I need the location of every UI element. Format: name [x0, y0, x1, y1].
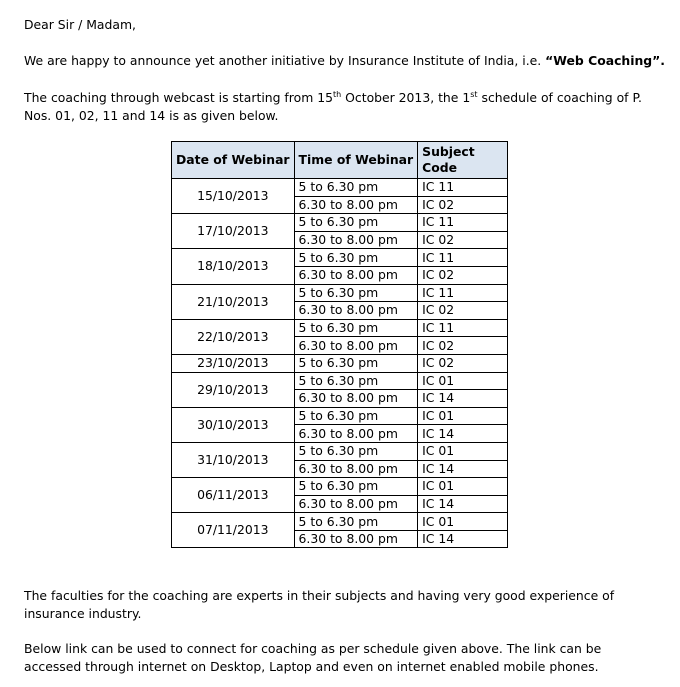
announcement-text: We are happy to announce yet another initiative by Insurance Institute of India, i.e.: [24, 53, 546, 68]
webinar-time: 6.30 to 8.00 pm: [294, 390, 418, 408]
subject-code: IC 01: [418, 407, 508, 425]
webinar-time: 5 to 6.30 pm: [294, 249, 418, 267]
subject-code: IC 11: [418, 284, 508, 302]
header-time: Time of Webinar: [294, 142, 418, 179]
webinar-time: 5 to 6.30 pm: [294, 354, 418, 372]
webinar-date: 30/10/2013: [172, 407, 295, 442]
intro-sup-2: st: [470, 89, 478, 99]
table-row: [172, 478, 508, 496]
intro-text-1: The coaching through webcast is starting from 15: [24, 90, 333, 105]
table-row: [172, 179, 508, 197]
webinar-time: 5 to 6.30 pm: [294, 284, 418, 302]
subject-code: IC 14: [418, 495, 508, 513]
webinar-date: 15/10/2013: [172, 179, 295, 214]
webinar-time: 5 to 6.30 pm: [294, 319, 418, 337]
subject-code: IC 01: [418, 372, 508, 390]
table-row: [172, 319, 508, 337]
subject-code: IC 11: [418, 319, 508, 337]
webinar-time: 6.30 to 8.00 pm: [294, 460, 418, 478]
webinar-date: 29/10/2013: [172, 372, 295, 407]
header-subject-code: Subject Code: [418, 142, 508, 179]
table-row: [172, 354, 508, 372]
webinar-date: 22/10/2013: [172, 319, 295, 354]
greeting: Dear Sir / Madam,: [24, 17, 136, 32]
webinar-time: 6.30 to 8.00 pm: [294, 495, 418, 513]
subject-code: IC 02: [418, 266, 508, 284]
subject-code: IC 02: [418, 354, 508, 372]
webinar-date: 18/10/2013: [172, 249, 295, 284]
table-row: [172, 284, 508, 302]
table-row: [172, 407, 508, 425]
webinar-time: 6.30 to 8.00 pm: [294, 231, 418, 249]
webinar-time: 5 to 6.30 pm: [294, 442, 418, 460]
subject-code: IC 11: [418, 249, 508, 267]
webinar-time: 5 to 6.30 pm: [294, 179, 418, 197]
table-row: [172, 372, 508, 390]
subject-code: IC 14: [418, 460, 508, 478]
webinar-time: 6.30 to 8.00 pm: [294, 266, 418, 284]
subject-code: IC 02: [418, 196, 508, 214]
webinar-time: 5 to 6.30 pm: [294, 214, 418, 232]
intro-text-3: schedule of coaching of P. Nos. 01, 02, 11 and 14 is as given below.: [24, 90, 642, 123]
subject-code: IC 14: [418, 425, 508, 443]
webinar-time: 6.30 to 8.00 pm: [294, 302, 418, 320]
webinar-schedule-table: [171, 141, 508, 548]
link-note: Below link can be used to connect for coaching as per schedule given above. The link can be accessed through internet on Desktop, Laptop and even on internet enabled mobile phones.: [24, 641, 602, 674]
subject-code: IC 01: [418, 442, 508, 460]
table-row: [172, 249, 508, 267]
webinar-time: 5 to 6.30 pm: [294, 372, 418, 390]
webinar-time: 5 to 6.30 pm: [294, 513, 418, 531]
webinar-date: 17/10/2013: [172, 214, 295, 249]
faculty-note: The faculties for the coaching are experts in their subjects and having very good experience of insurance industry.: [24, 588, 615, 621]
header-date: Date of Webinar: [172, 142, 295, 179]
announcement: [24, 52, 665, 70]
subject-code: IC 14: [418, 390, 508, 408]
web-coaching-title: “Web Coaching”.: [545, 53, 666, 68]
webinar-time: 6.30 to 8.00 pm: [294, 196, 418, 214]
table-header-row: [172, 142, 508, 179]
subject-code: IC 02: [418, 231, 508, 249]
subject-code: IC 11: [418, 214, 508, 232]
webinar-time: 5 to 6.30 pm: [294, 478, 418, 496]
webinar-time: 6.30 to 8.00 pm: [294, 337, 418, 355]
table-row: [172, 214, 508, 232]
intro-sup-1: th: [332, 89, 342, 99]
schedule-intro: [24, 89, 652, 125]
webinar-date: 21/10/2013: [172, 284, 295, 319]
webinar-date: 06/11/2013: [172, 478, 295, 513]
schedule-body: [172, 179, 508, 548]
subject-code: IC 11: [418, 179, 508, 197]
subject-code: IC 14: [418, 530, 508, 548]
table-row: [172, 442, 508, 460]
webinar-time: 5 to 6.30 pm: [294, 407, 418, 425]
subject-code: IC 02: [418, 302, 508, 320]
subject-code: IC 01: [418, 513, 508, 531]
webinar-date: 07/11/2013: [172, 513, 295, 548]
webinar-time: 6.30 to 8.00 pm: [294, 530, 418, 548]
intro-text-2: October 2013, the 1: [341, 90, 471, 105]
webinar-date: 31/10/2013: [172, 442, 295, 477]
webinar-date: 23/10/2013: [172, 354, 295, 372]
subject-code: IC 01: [418, 478, 508, 496]
subject-code: IC 02: [418, 337, 508, 355]
table-row: [172, 513, 508, 531]
webinar-time: 6.30 to 8.00 pm: [294, 425, 418, 443]
